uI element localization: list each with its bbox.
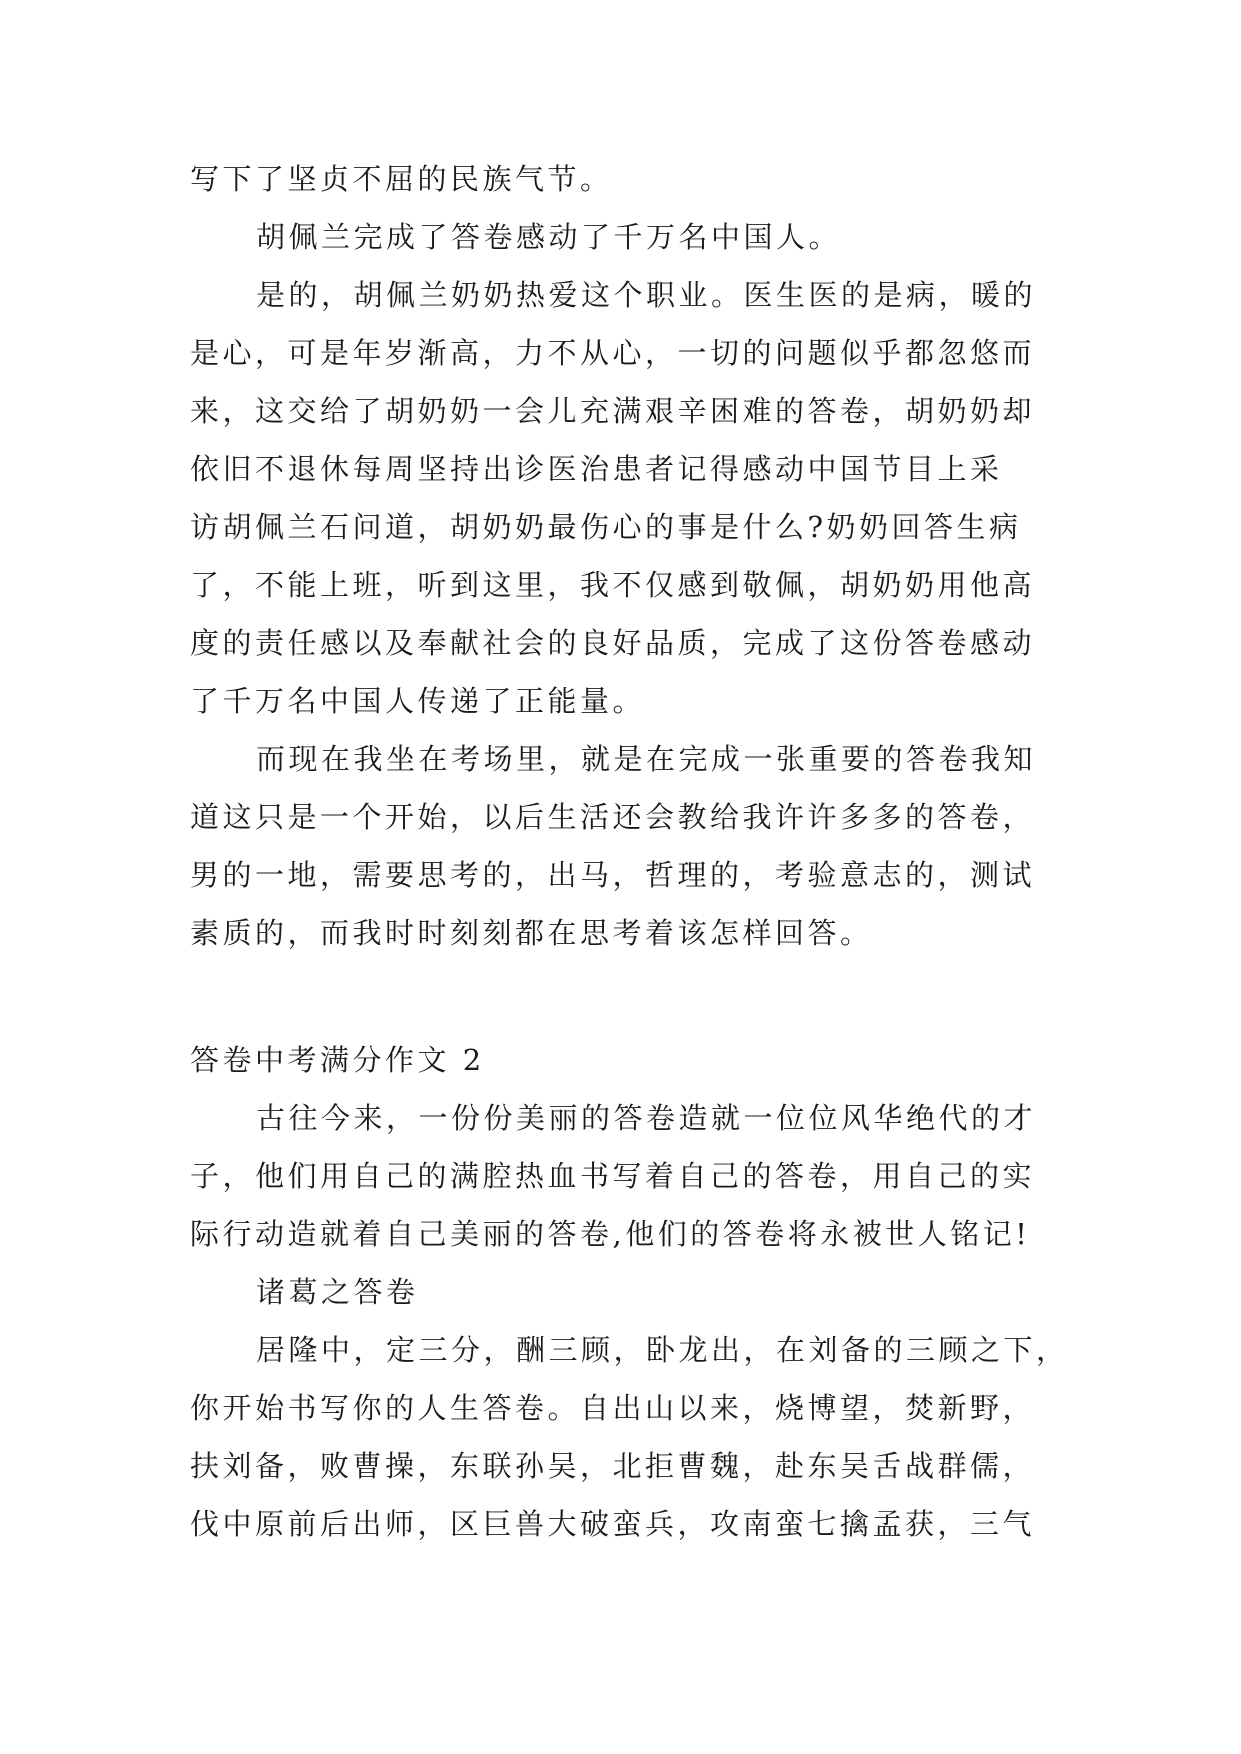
text-line: 写下了坚贞不屈的民族气节。 <box>190 162 613 196</box>
text-line: 古往今来，一份份美丽的答卷造就一位位风华绝代的才 <box>256 1101 1037 1135</box>
text-line: 素质的，而我时时刻刻都在思考着该怎样回答。 <box>190 916 873 950</box>
section-heading: 答卷中考满分作文 2 <box>190 1043 485 1077</box>
text-line: 了，不能上班，听到这里，我不仅感到敬佩，胡奶奶用他高 <box>190 568 1036 602</box>
text-line: 度的责任感以及奉献社会的良好品质，完成了这份答卷感动 <box>190 626 1036 660</box>
text-line: 是心，可是年岁渐高，力不从心，一切的问题似乎都忽悠而 <box>190 336 1036 370</box>
text-line: 居隆中，定三分，酬三顾，卧龙出，在刘备的三顾之下， <box>256 1333 1069 1367</box>
text-line: 而现在我坐在考场里，就是在完成一张重要的答卷我知 <box>256 742 1037 776</box>
subheading-line: 诸葛之答卷 <box>256 1275 419 1309</box>
essay-text-part2 <box>190 1089 1069 1553</box>
text-line: 际行动造就着自己美丽的答卷,他们的答卷将永被世人铭记! <box>190 1217 1031 1251</box>
text-line: 伐中原前后出师，区巨兽大破蛮兵，攻南蛮七擒孟获，三气 <box>190 1507 1036 1541</box>
text-line: 扶刘备，败曹操，东联孙吴，北拒曹魏，赴东吴舌战群儒， <box>190 1449 1036 1483</box>
text-line: 男的一地，需要思考的，出马，哲理的，考验意志的，测试 <box>190 858 1036 892</box>
text-line: 依旧不退休每周坚持出诊医治患者记得感动中国节目上采 <box>190 452 1003 486</box>
text-line: 了千万名中国人传递了正能量。 <box>190 684 646 718</box>
text-line: 道这只是一个开始，以后生活还会教给我许许多多的答卷， <box>190 800 1036 834</box>
text-line: 胡佩兰完成了答卷感动了千万名中国人。 <box>256 220 842 254</box>
text-line: 来，这交给了胡奶奶一会儿充满艰辛困难的答卷，胡奶奶却 <box>190 394 1036 428</box>
text-line: 子，他们用自己的满腔热血书写着自己的答卷，用自己的实 <box>190 1159 1036 1193</box>
text-line: 你开始书写你的人生答卷。自出山以来，烧博望，焚新野， <box>190 1391 1036 1425</box>
section-title <box>190 1031 1050 1089</box>
essay-text-part1 <box>190 150 1050 962</box>
text-line: 是的，胡佩兰奶奶热爱这个职业。医生医的是病，暖的 <box>256 278 1037 312</box>
text-line: 访胡佩兰石问道，胡奶奶最伤心的事是什么?奶奶回答生病 <box>190 510 1022 544</box>
